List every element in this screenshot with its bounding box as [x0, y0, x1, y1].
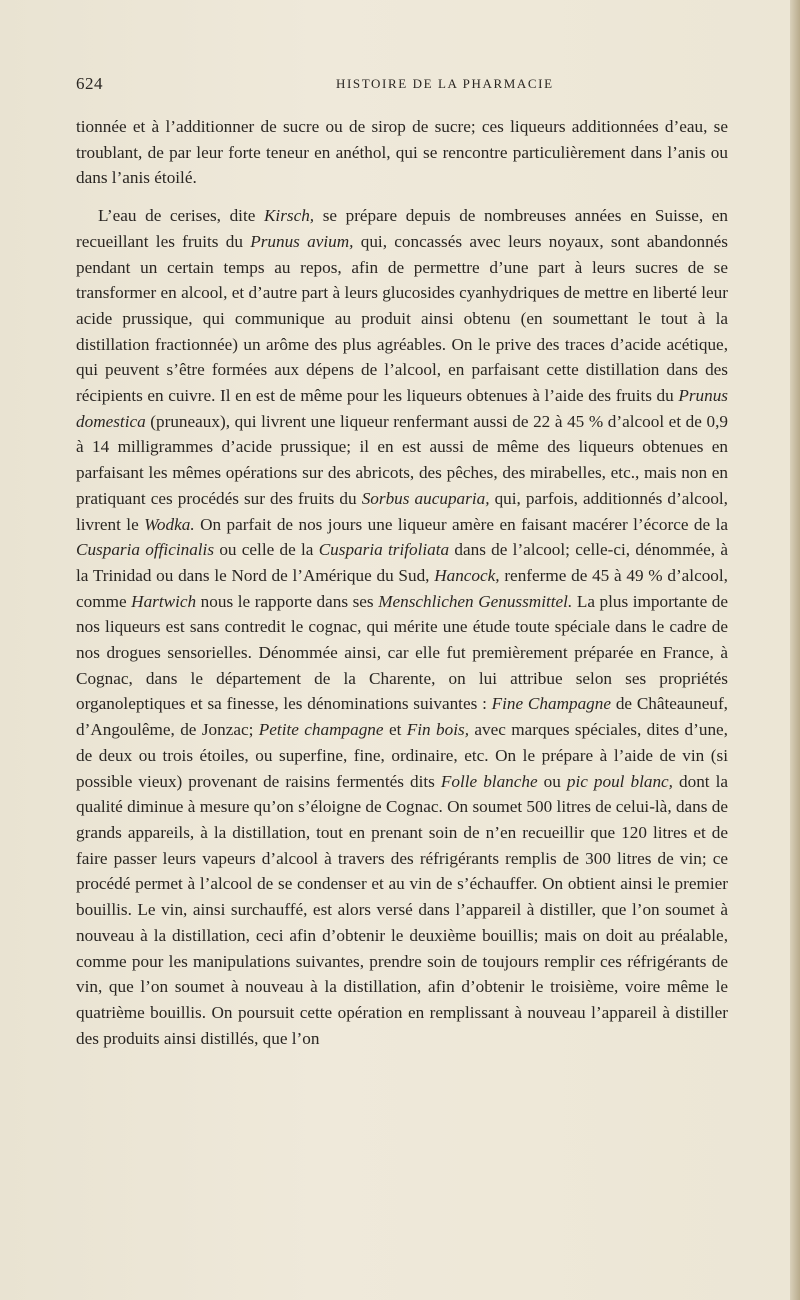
text-run: L’eau de cerises, dite: [98, 206, 264, 226]
italic-term: Fin bois,: [406, 720, 469, 740]
text-run: se prépare depuis de nombreuses années en Suisse, en recueillant les fruits du: [76, 206, 728, 251]
text-run: et: [383, 720, 407, 740]
text-run: renferme de 45 à 49 % d’alcool, comme: [76, 565, 728, 611]
italic-term: Hancock,: [434, 565, 500, 585]
text-run: dont la qualité diminue à mesure qu’on s’éloigne de Cognac. On soumet 500 litres de celui-là, dans de grands appareils, à la distillation, tout en prenant soin de n’en recueillir que 120 litres et de faire passer leurs vapeurs d’alcool à travers des réfrigérants remplis de 300 litres de vin; ce procédé permet à l’alcool de se condenser et au vin de s’échauffer. On obtient ainsi le premier bouillis. Le vin, ainsi surchauffé, est alors versé dans l’appareil à distiller, que l’on soumet à nouveau à la distillation, ceci afin d’obtenir le deuxième bouillis; mais on doit au préalable, comme pour les manipulations suivantes, prendre soin de toujours remplir ces réfrigérants de vin, que l’on soumet à nouveau à la distillation, afin d’obtenir le troisième, voire même le quatrième bouillis. On poursuit cette opération en remplissant à nouveau l’appareil à distiller des produits ainsi distillés, que l’on: [76, 771, 728, 1048]
italic-term: Sorbus aucuparia,: [361, 488, 490, 508]
text-run: qui, parfois, additionnés d’alcool, livrent le: [76, 488, 728, 534]
running-head: HISTOIRE DE LA PHARMACIE: [336, 76, 554, 91]
page-edge: [790, 0, 800, 1300]
paragraph-continuation: [76, 114, 728, 191]
text-run: ou: [537, 771, 567, 791]
page-header: [76, 74, 726, 96]
italic-term: Hartwich: [131, 591, 197, 611]
italic-term: Folle blanche: [440, 771, 538, 791]
italic-term: Cusparia trifoliata: [318, 540, 450, 560]
text-run: La plus importante de nos liqueurs est sans contredit le cognac, qui mérite une étude toute spéciale dans le cadre de nos drogues sensorielles. Dénommée ainsi, car elle fut premièrement préparée en France, à Cognac, dans le département de la Charente, on lui attribue selon ses propriétés organoleptiques et sa finesse, les dénominations suivantes :: [76, 591, 728, 714]
italic-term: Cusparia officinalis: [76, 540, 215, 560]
page-number: 624: [76, 74, 103, 93]
paragraph-kirsch-cognac: [76, 203, 728, 1051]
text-run: On parfait de nos jours une liqueur amère en faisant macérer l’écorce de la: [194, 514, 728, 534]
text-run: ou celle de la: [214, 540, 319, 560]
body-text: [76, 114, 728, 1051]
italic-term: Prunus avium,: [250, 231, 354, 251]
text-run: dans de l’alcool; celle-ci, dénommée, à la Trinidad ou dans le Nord de l’Amérique du Sud,: [76, 540, 728, 585]
text-run: (pruneaux), qui livrent une liqueur renfermant aussi de 22 à 45 % d’alcool et de 0,9 à 14 milligrammes d’acide prussique; il en est aussi de même des liqueurs obtenues en parfaisant les mêmes opérations sur des abricots, des pêches, des mirabelles, etc., mais non en pratiquant ces procédés sur des fruits du: [76, 411, 728, 508]
text-run: nous le rapporte dans ses: [196, 591, 379, 611]
italic-term: Kirsch,: [263, 206, 315, 226]
italic-term: pic poul blanc,: [566, 771, 673, 791]
italic-term: Petite champagne: [258, 720, 384, 740]
text-run: tionnée et à l’additionner de sucre ou de sirop de sucre; ces liqueurs additionnées d’eau, se troublant, de par leur forte teneur en anéthol, qui se rencontre particulièrement dans l’anis ou dans l’anis étoilé.: [76, 117, 728, 188]
italic-term: Fine Champagne: [491, 694, 612, 714]
italic-term: Menschlichen Genussmittel.: [378, 591, 573, 611]
text-run: qui, concassés avec leurs noyaux, sont abandonnés pendant un certain temps au repos, afin de permettre d’une part à leurs sucres de se transformer en alcool, et d’autre part à leurs glucosides cyanhydriques de mettre en liberté leur acide prussique, qui communique au produit ainsi obtenu (en soumettant le tout à la distillation fractionnée) un arôme des plus agréables. On le prive des traces d’acide acétique, qui peuvent s’être formées aux dépens de l’alcool, en parfaisant cette distillation dans des récipients en cuivre. Il en est de même pour les liqueurs obtenues à l’aide des fruits du: [76, 231, 728, 406]
italic-term: Prunus domestica: [76, 386, 728, 431]
italic-term: Wodka.: [144, 514, 195, 534]
text-run: avec marques spéciales, dites d’une, de deux ou trois étoiles, ou superfine, fine, ordinaire, etc. On le prépare à l’aide de vin (si possible vieux) provenant de raisins fermentés dits: [76, 720, 728, 791]
text-run: de Châteauneuf, d’Angoulême, de Jonzac;: [76, 694, 728, 740]
